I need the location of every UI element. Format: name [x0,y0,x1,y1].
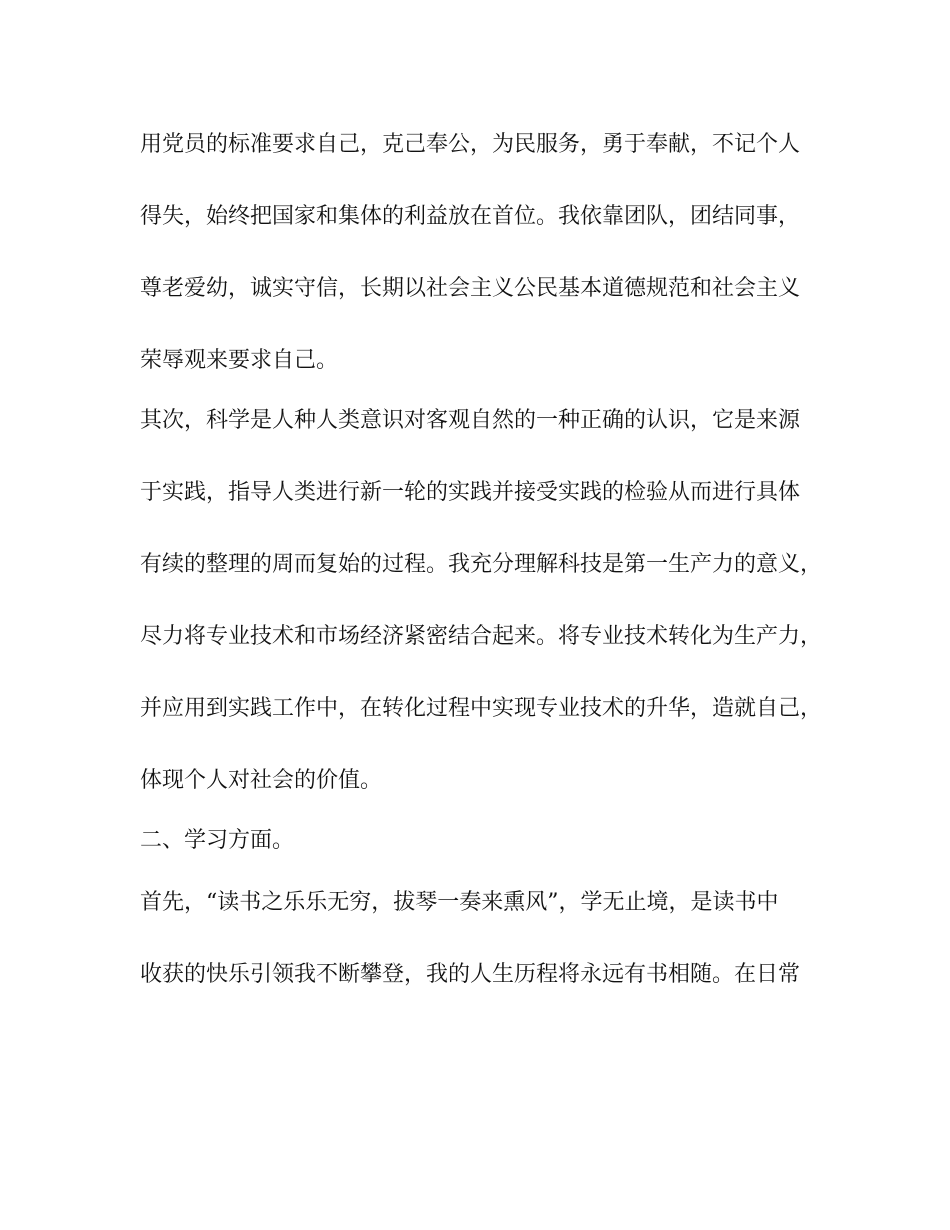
text-line: 其次，科学是人种人类意识对客观自然的一种正确的认识，它是来源 [140,408,801,433]
text-line: 尽力将专业技术和市场经济紧密结合起来。将专业技术转化为生产力， [140,624,823,649]
text-line: 用党员的标准要求自己，克己奉公，为民服务，勇于奉献，不记个人 [140,132,801,157]
text-line: 有续的整理的周而复始的过程。我充分理解科技是第一生产力的意义， [140,552,823,577]
text-line: 得失，始终把国家和集体的利益放在首位。我依靠团队，团结同事， [140,204,801,229]
text-line: 体现个人对社会的价值。 [140,768,383,793]
text-line: 并应用到实践工作中，在转化过程中实现专业技术的升华，造就自己， [140,696,823,721]
text-line: 荣辱观来要求自己。 [140,348,339,373]
text-line: 首先，“读书之乐乐无穷，拔琴一奏来熏风”，学无止境，是读书中 [140,890,779,915]
section-heading: 二、学习方面。 [140,828,295,853]
text-line: 收获的快乐引领我不断攀登，我的人生历程将永远有书相随。在日常 [140,962,801,987]
text-line: 尊老爱幼，诚实守信，长期以社会主义公民基本道德规范和社会主义 [140,276,801,301]
text-line: 于实践，指导人类进行新一轮的实践并接受实践的检验从而进行具体 [140,480,801,505]
